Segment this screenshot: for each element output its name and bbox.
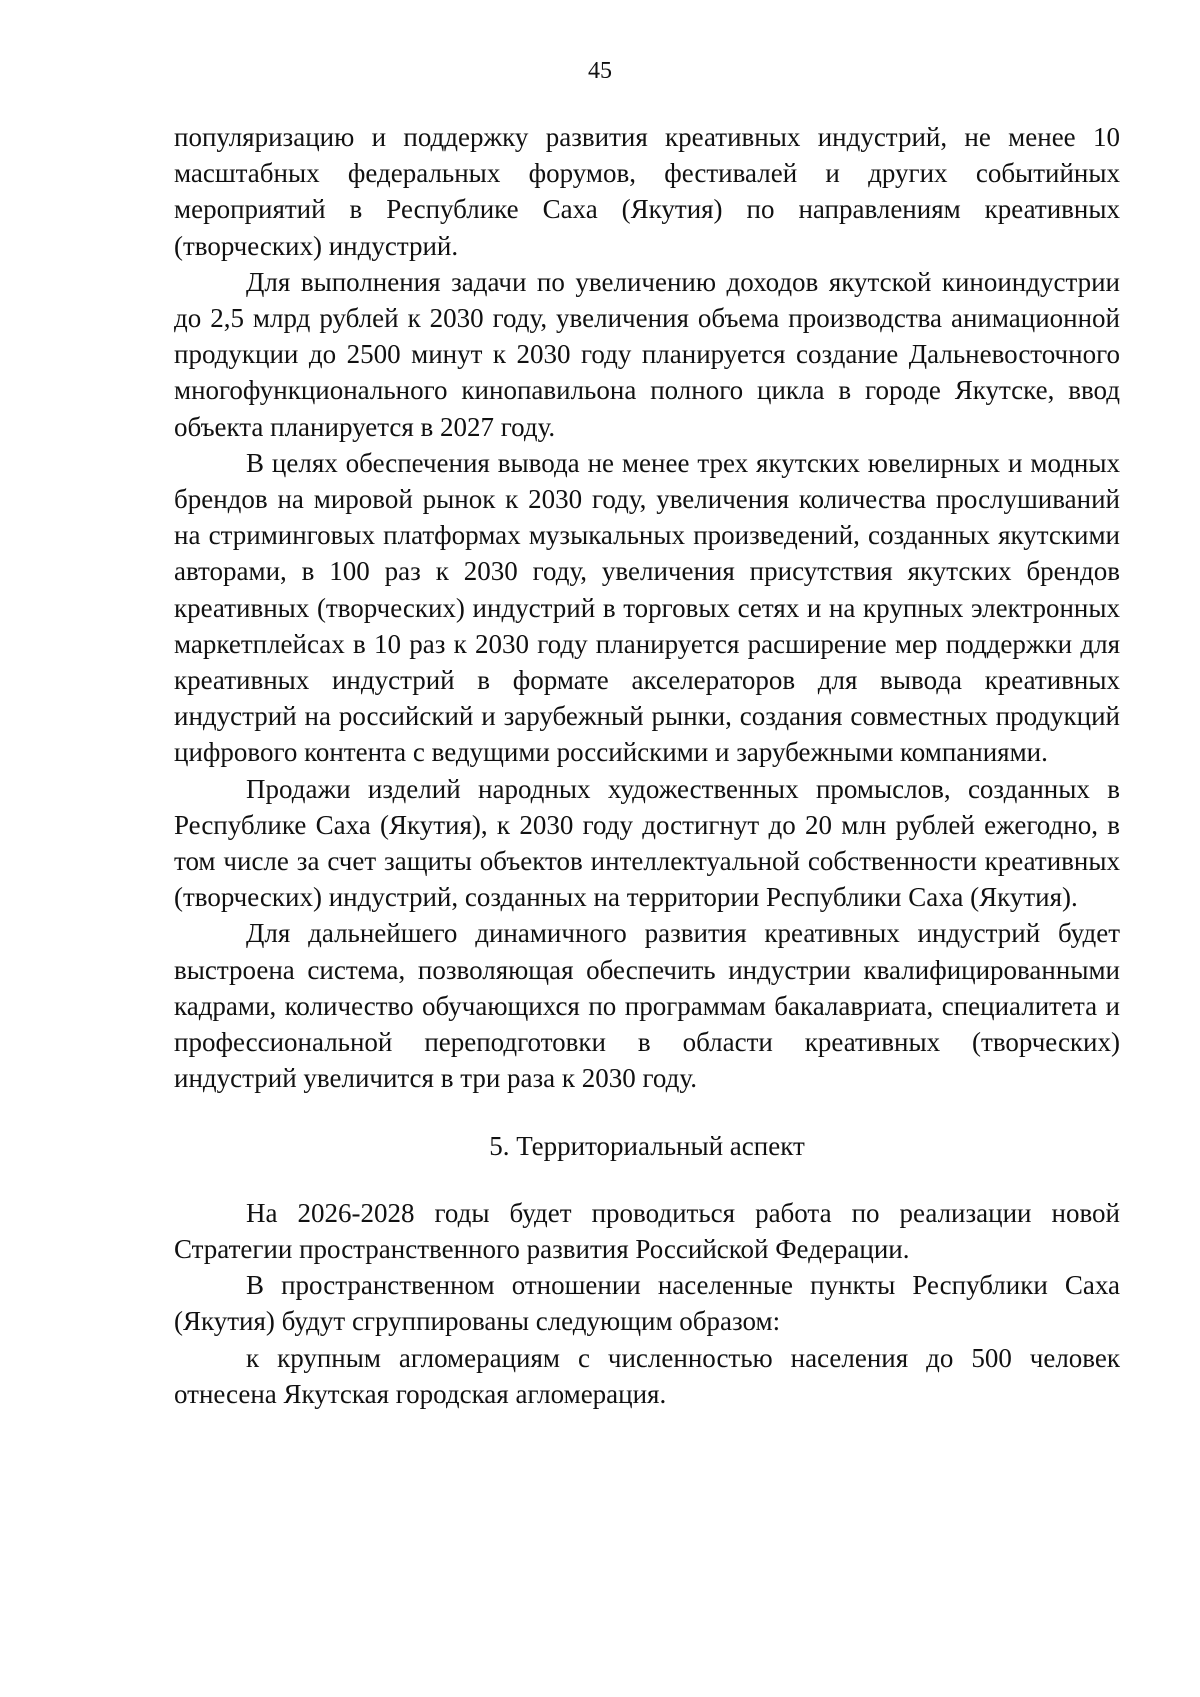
paragraph: В пространственном отношении населенные пункты Республики Саха (Якутия) будут сгруппированы следующим образом: [174,1270,1120,1337]
page-number: 45 [588,58,612,84]
paragraph: На 2026-2028 годы будет проводиться работа по реализации новой Стратегии пространственного развития Российской Федерации. [174,1197,1120,1264]
paragraph: популяризацию и поддержку развития креативных индустрий, не менее 10 масштабных федеральных форумов, фестивалей и других событийных мероприятий в Республике Саха (Якутия) по направлениям креативных (творческих) индустрий. [174,122,1120,261]
section-heading: 5. Территориальный аспект [489,1131,805,1162]
document-body [174,119,1120,1412]
paragraph: В целях обеспечения вывода не менее трех якутских ювелирных и модных брендов на мировой рынок к 2030 году, увеличения количества прослушиваний на стриминговых платформах музыкальных произведений, созданных якутскими авторами, в 100 раз к 2030 году, увеличения присутствия якутских брендов креативных (творческих) индустрий в торговых сетях и на крупных электронных маркетплейсах в 10 раз к 2030 году планируется расширение мер поддержки для креативных индустрий в формате акселераторов для вывода креативных индустрий на российский и зарубежный рынки, создания совместных продукций цифрового контента с ведущими российскими и зарубежными компаниями. [174,447,1120,768]
paragraph: к крупным агломерациям с численностью населения до 500 человек отнесена Якутская городская агломерация. [174,1342,1120,1409]
paragraph: Для выполнения задачи по увеличению доходов якутской киноиндустрии до 2,5 млрд рублей к 2030 году, увеличения объема производства анимационной продукции до 2500 минут к 2030 году планируется создание Дальневосточного многофункционального кинопавильона полного цикла в городе Якутске, ввод объекта планируется в 2027 году. [174,266,1120,442]
paragraph: Для дальнейшего динамичного развития креативных индустрий будет выстроена система, позволяющая обеспечить индустрии квалифицированными кадрами, количество обучающихся по программам бакалавриата, специалитета и профессиональной переподготовки в области креативных (творческих) индустрий увеличится в три раза к 2030 году. [174,918,1120,1094]
paragraph: Продажи изделий народных художественных промыслов, созданных в Республике Саха (Якутия), к 2030 году достигнут до 20 млн рублей ежегодно, в том числе за счет защиты объектов интеллектуальной собственности креативных (творческих) индустрий, созданных на территории Республики Саха (Якутия). [174,773,1120,913]
